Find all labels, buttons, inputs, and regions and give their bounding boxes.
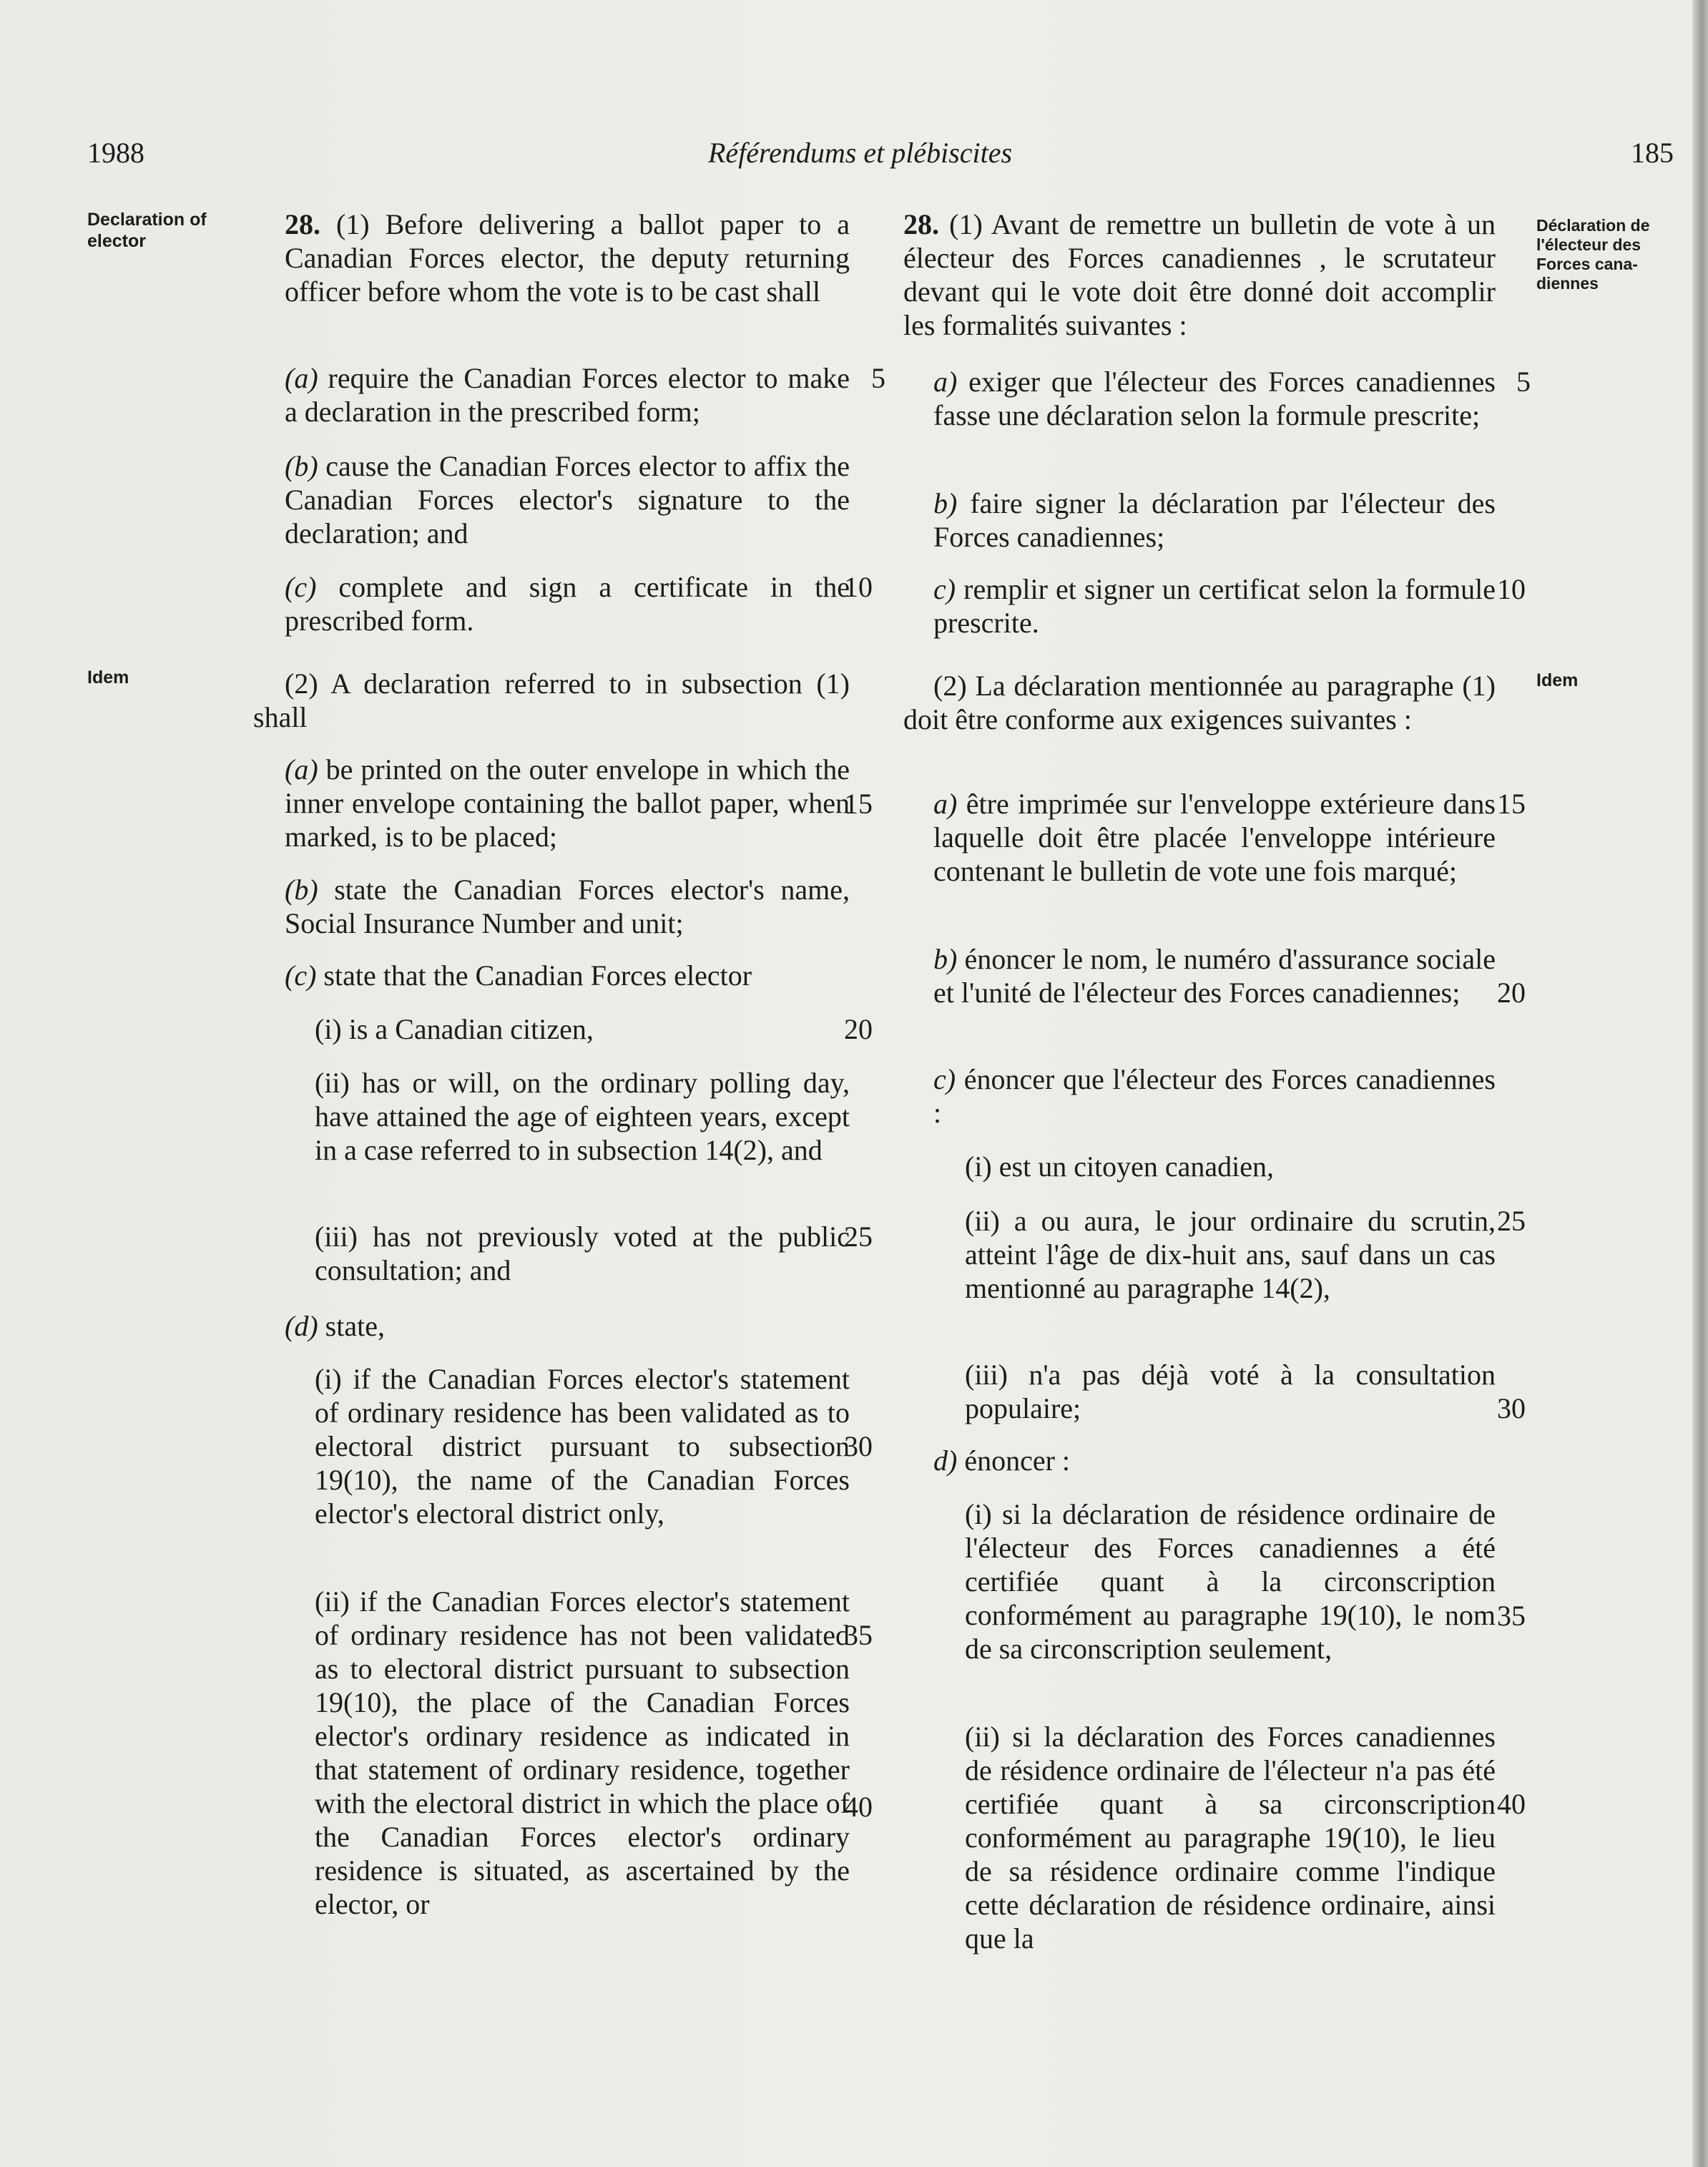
subpara-c2-i-fr	[965, 1150, 1496, 1183]
section-28-1-fr	[903, 207, 1496, 342]
para-label: a)	[933, 788, 958, 820]
line-number: 5	[1516, 366, 1531, 398]
para-label: a)	[933, 366, 958, 398]
line-number: 40	[844, 1791, 873, 1823]
para-text: require the Canadian Forces elector to make a declaration in the prescribed form;	[285, 362, 850, 428]
para-label: (a)	[285, 362, 318, 394]
para-text: complete and sign a certificate in the prescribed form.	[285, 571, 850, 637]
para-label: (c)	[285, 571, 317, 603]
line-number: 20	[844, 1013, 873, 1045]
para-text: énoncer que l'électeur des Forces canadiennes :	[933, 1063, 1496, 1129]
line-number: 5	[871, 362, 885, 394]
para-label: d)	[933, 1444, 958, 1477]
line-number: 30	[1497, 1392, 1526, 1424]
para-b2-fr	[933, 942, 1496, 1009]
line-number: 15	[1497, 788, 1526, 820]
para-d2-en	[285, 1309, 850, 1343]
subpara-text: (ii) a ou aura, le jour ordinaire du scrutin, atteint l'âge de dix-huit ans, sauf dans un cas mentionné au paragraphe 14(2),	[965, 1205, 1496, 1304]
header-year: 1988	[87, 137, 144, 169]
section-28-2-fr	[903, 669, 1496, 736]
subpara-text: (i) est un citoyen canadien,	[965, 1150, 1275, 1183]
para-text: cause the Canadian Forces elector to affix the Canadian Forces elector's signature to the declaration; and	[285, 450, 850, 549]
para-a-en	[285, 361, 850, 429]
subpara-text: (iii) has not previously voted at the public consultation; and	[315, 1221, 850, 1286]
subpara-text: (ii) if the Canadian Forces elector's statement of ordinary residence has not been validated as to electoral district pursuant to subsection 19(10), the place of the Canadian Forces elector's ordinary residence as indicated in that statement of ordinary residence, together with the electoral district in which the place of the Canadian Forces elector's ordinary residence is situated, as ascertained by the elector, or	[315, 1585, 850, 1920]
para-label: b)	[933, 943, 958, 975]
para-a-fr	[933, 365, 1496, 432]
margin-note-idem-left: Idem	[87, 667, 129, 688]
para-label: b)	[933, 487, 958, 519]
margin-note-idem-right: Idem	[1536, 670, 1579, 690]
margin-note-declaration-of-elector: Declaration of elector	[87, 210, 207, 251]
section-number: 28.	[903, 208, 939, 240]
para-c-fr	[933, 572, 1496, 640]
para-a2-en	[285, 753, 850, 853]
para-text: exiger que l'électeur des Forces canadiennes fasse une déclaration selon la formule prescrite;	[933, 366, 1496, 431]
subpara-text: (i) si la déclaration de résidence ordinaire de l'électeur des Forces canadiennes a été certifiée quant à la circonscription conformément au paragraphe 19(10), le nom de sa circonscription seulement,	[965, 1498, 1496, 1665]
line-number: 30	[844, 1430, 873, 1462]
subpara-d2-ii-en	[315, 1585, 850, 1921]
para-b-en	[285, 449, 850, 550]
para-d2-fr	[933, 1444, 1496, 1477]
para-label: c)	[933, 1063, 956, 1095]
section-28-2-en	[253, 667, 850, 734]
section-text: (1) Before delivering a ballot paper to a Canadian Forces elector, the deputy returning officer before whom the vote is to be cast shall	[285, 208, 850, 308]
para-text: être imprimée sur l'enveloppe extérieure dans laquelle doit être placée l'enveloppe intérieure contenant le bulletin de vote une fois marqué;	[933, 788, 1496, 887]
subpara-d2-i-fr	[965, 1497, 1496, 1665]
page-binding-edge	[1692, 0, 1708, 2167]
line-number: 35	[844, 1619, 873, 1651]
para-text: be printed on the outer envelope in which the inner envelope containing the ballot paper, when marked, is to be placed;	[285, 753, 850, 853]
subpara-d2-i-en	[315, 1362, 850, 1530]
para-b2-en	[285, 873, 850, 940]
subpara-d2-ii-fr	[965, 1720, 1496, 1955]
subpara-text: (i) if the Canadian Forces elector's statement of ordinary residence has been validated as to electoral district pursuant to subsection 19(10), the name of the Canadian Forces elector's electoral district only,	[315, 1363, 850, 1530]
subpara-c2-ii-fr	[965, 1204, 1496, 1305]
para-label: c)	[933, 573, 956, 605]
line-number: 20	[1497, 977, 1526, 1009]
section-number: 28.	[285, 208, 320, 240]
para-label: (b)	[285, 450, 318, 482]
line-number: 15	[844, 788, 873, 820]
margin-note-declaration-fr: Déclaration de l'électeur des Forces cana-diennes	[1536, 216, 1650, 293]
subpara-c2-iii-en	[315, 1220, 850, 1287]
para-c-en	[285, 570, 850, 637]
section-text: (2) La déclaration mentionnée au paragraphe (1) doit être conforme aux exigences suivantes :	[903, 670, 1496, 735]
para-text: state,	[325, 1310, 385, 1342]
para-c2-fr	[933, 1062, 1496, 1130]
para-label: (a)	[285, 753, 318, 786]
line-number: 10	[844, 571, 873, 603]
section-28-1-en	[285, 207, 850, 308]
header-page-number: 185	[1631, 137, 1674, 169]
para-a2-fr	[933, 787, 1496, 888]
para-text: énoncer :	[964, 1444, 1071, 1477]
subpara-text: (i) is a Canadian citizen,	[315, 1013, 594, 1045]
line-number: 25	[1497, 1205, 1526, 1237]
section-text: (2) A declaration referred to in subsection (1) shall	[253, 667, 850, 733]
header-title: Référendums et plébiscites	[708, 137, 1013, 169]
para-text: state that the Canadian Forces elector	[323, 959, 752, 992]
para-c2-en	[285, 959, 850, 992]
para-label: (b)	[285, 874, 318, 906]
subpara-text: (ii) has or will, on the ordinary polling day, have attained the age of eighteen years, except in a case referred to in subsection 14(2), and	[315, 1067, 850, 1166]
para-text: remplir et signer un certificat selon la formule prescrite.	[933, 573, 1496, 639]
subpara-text: (ii) si la déclaration des Forces canadiennes de résidence ordinaire de l'électeur n'a pas été certifiée quant à sa circonscription conformément au paragraphe 19(10), le lieu de sa résidence ordinaire comme l'indique cette déclaration de résidence ordinaire, ainsi que la	[965, 1721, 1496, 1955]
subpara-c2-ii-en	[315, 1066, 850, 1167]
para-text: énoncer le nom, le numéro d'assurance sociale et l'unité de l'électeur des Forces canadiennes;	[933, 943, 1496, 1009]
subpara-c2-iii-fr	[965, 1358, 1496, 1425]
para-text: faire signer la déclaration par l'électeur des Forces canadiennes;	[933, 487, 1496, 553]
para-b-fr	[933, 486, 1496, 554]
para-text: state the Canadian Forces elector's name, Social Insurance Number and unit;	[285, 874, 850, 939]
subpara-text: (iii) n'a pas déjà voté à la consultation populaire;	[965, 1359, 1496, 1424]
para-label: (d)	[285, 1310, 318, 1342]
line-number: 40	[1497, 1788, 1526, 1820]
line-number: 25	[844, 1221, 873, 1253]
para-label: (c)	[285, 959, 317, 992]
line-number: 10	[1497, 573, 1526, 605]
section-text: (1) Avant de remettre un bulletin de vote à un électeur des Forces canadiennes , le scrutateur devant qui le vote doit être donné doit accomplir les formalités suivantes :	[903, 208, 1496, 341]
line-number: 35	[1497, 1600, 1526, 1632]
subpara-c2-i-en	[315, 1012, 850, 1046]
